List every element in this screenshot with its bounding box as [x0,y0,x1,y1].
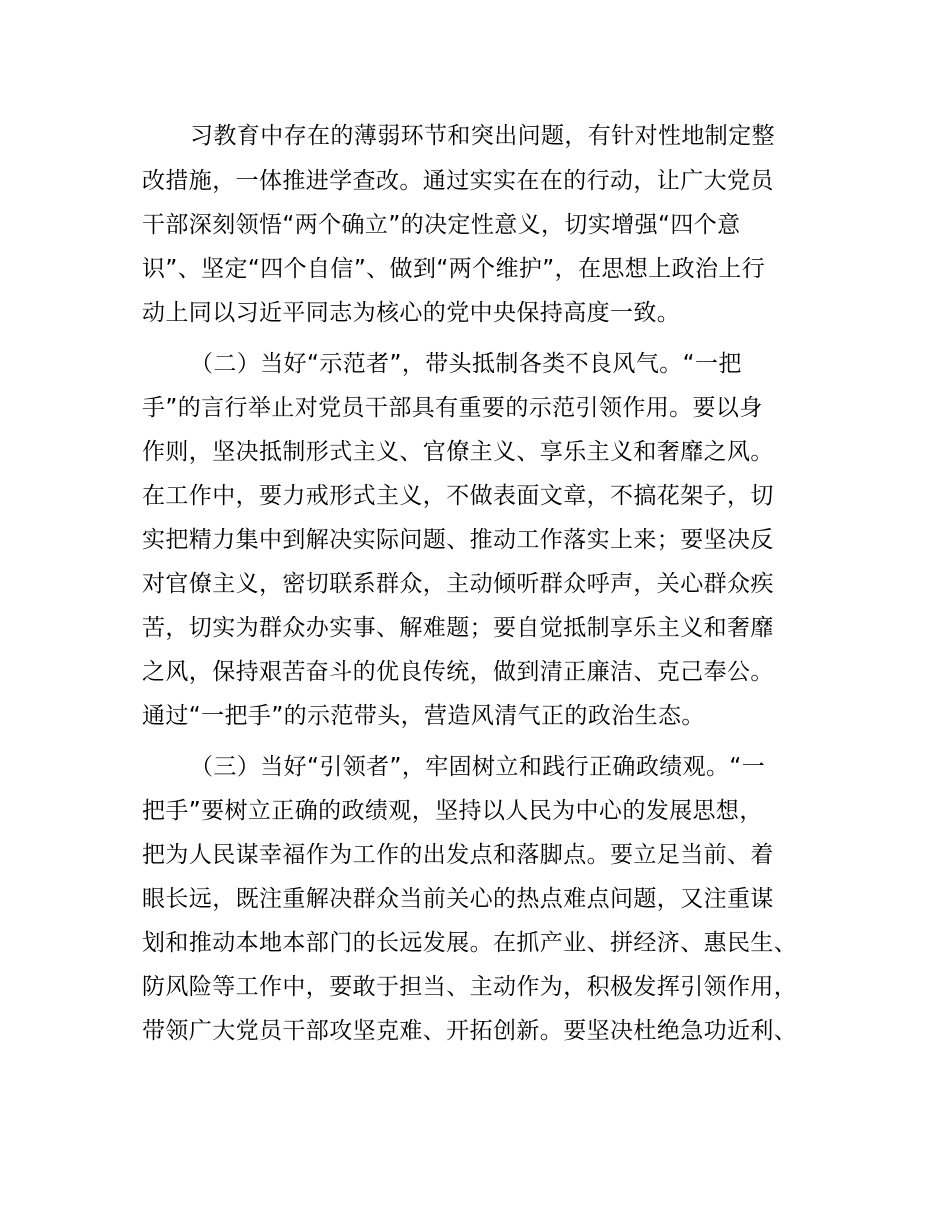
paragraph-2-line-2: 手”的言行举止对党员干部具有重要的示范引领作用。要以身 [142,395,763,421]
paragraph-2-line-9: 通过“一把手”的示范带头，营造风清气正的政治生态。 [142,703,705,729]
paragraph-1-line-5: 动上同以习近平同志为核心的党中央保持高度一致。 [142,300,681,326]
paragraph-2-line-1: （二）当好“示范者”，带头抵制各类不良风气。“一把 [190,351,742,377]
paragraph-1-line-3: 干部深刻领悟“两个确立”的决定性意义，切实增强“四个意 [142,212,741,238]
paragraph-3-line-3: 把为人民谋幸福作为工作的出发点和落脚点。要立足当前、着 [142,842,774,868]
paragraph-2-line-7: 苦，切实为群众办实事、解难题；要自觉抵制享乐主义和奢靡 [142,615,774,641]
paragraph-2-line-4: 在工作中，要力戒形式主义，不做表面文章，不搞花架子，切 [142,483,774,509]
paragraph-1-line-1: 习教育中存在的薄弱环节和突出问题，有针对性地制定整 [190,123,775,149]
paragraph-2-line-5: 实把精力集中到解决实际问题、推动工作落实上来；要坚决反 [142,527,774,553]
paragraph-2-line-8: 之风，保持艰苦奋斗的优良传统，做到清正廉洁、克己奉公。 [142,659,774,685]
paragraph-3-line-2: 把手”要树立正确的政绩观，坚持以人民为中心的发展思想， [142,798,763,824]
paragraph-3-line-1: （三）当好“引领者”，牢固树立和践行正确政绩观。“一 [190,754,766,780]
paragraph-3-line-7: 带领广大党员干部攻坚克难、开拓创新。要坚决杜绝急功近利、 [142,1018,798,1044]
paragraph-3-line-5: 划和推动本地本部门的长远发展。在抓产业、拼经济、惠民生、 [142,930,798,956]
paragraph-3-line-4: 眼长远，既注重解决群众当前关心的热点难点问题，又注重谋 [142,886,774,912]
paragraph-2-line-6: 对官僚主义，密切联系群众，主动倾听群众呼声，关心群众疾 [142,571,774,597]
paragraph-3-line-6: 防风险等工作中，要敢于担当、主动作为，积极发挥引领作用， [142,974,798,1000]
paragraph-1-line-4: 识”、坚定“四个自信”、做到“两个维护”，在思想上政治上行 [142,256,766,282]
paragraph-2-line-3: 作则，坚决抵制形式主义、官僚主义、享乐主义和奢靡之风。 [142,439,774,465]
paragraph-1-line-2: 改措施，一体推进学查改。通过实实在在的行动，让广大党员 [142,168,774,194]
